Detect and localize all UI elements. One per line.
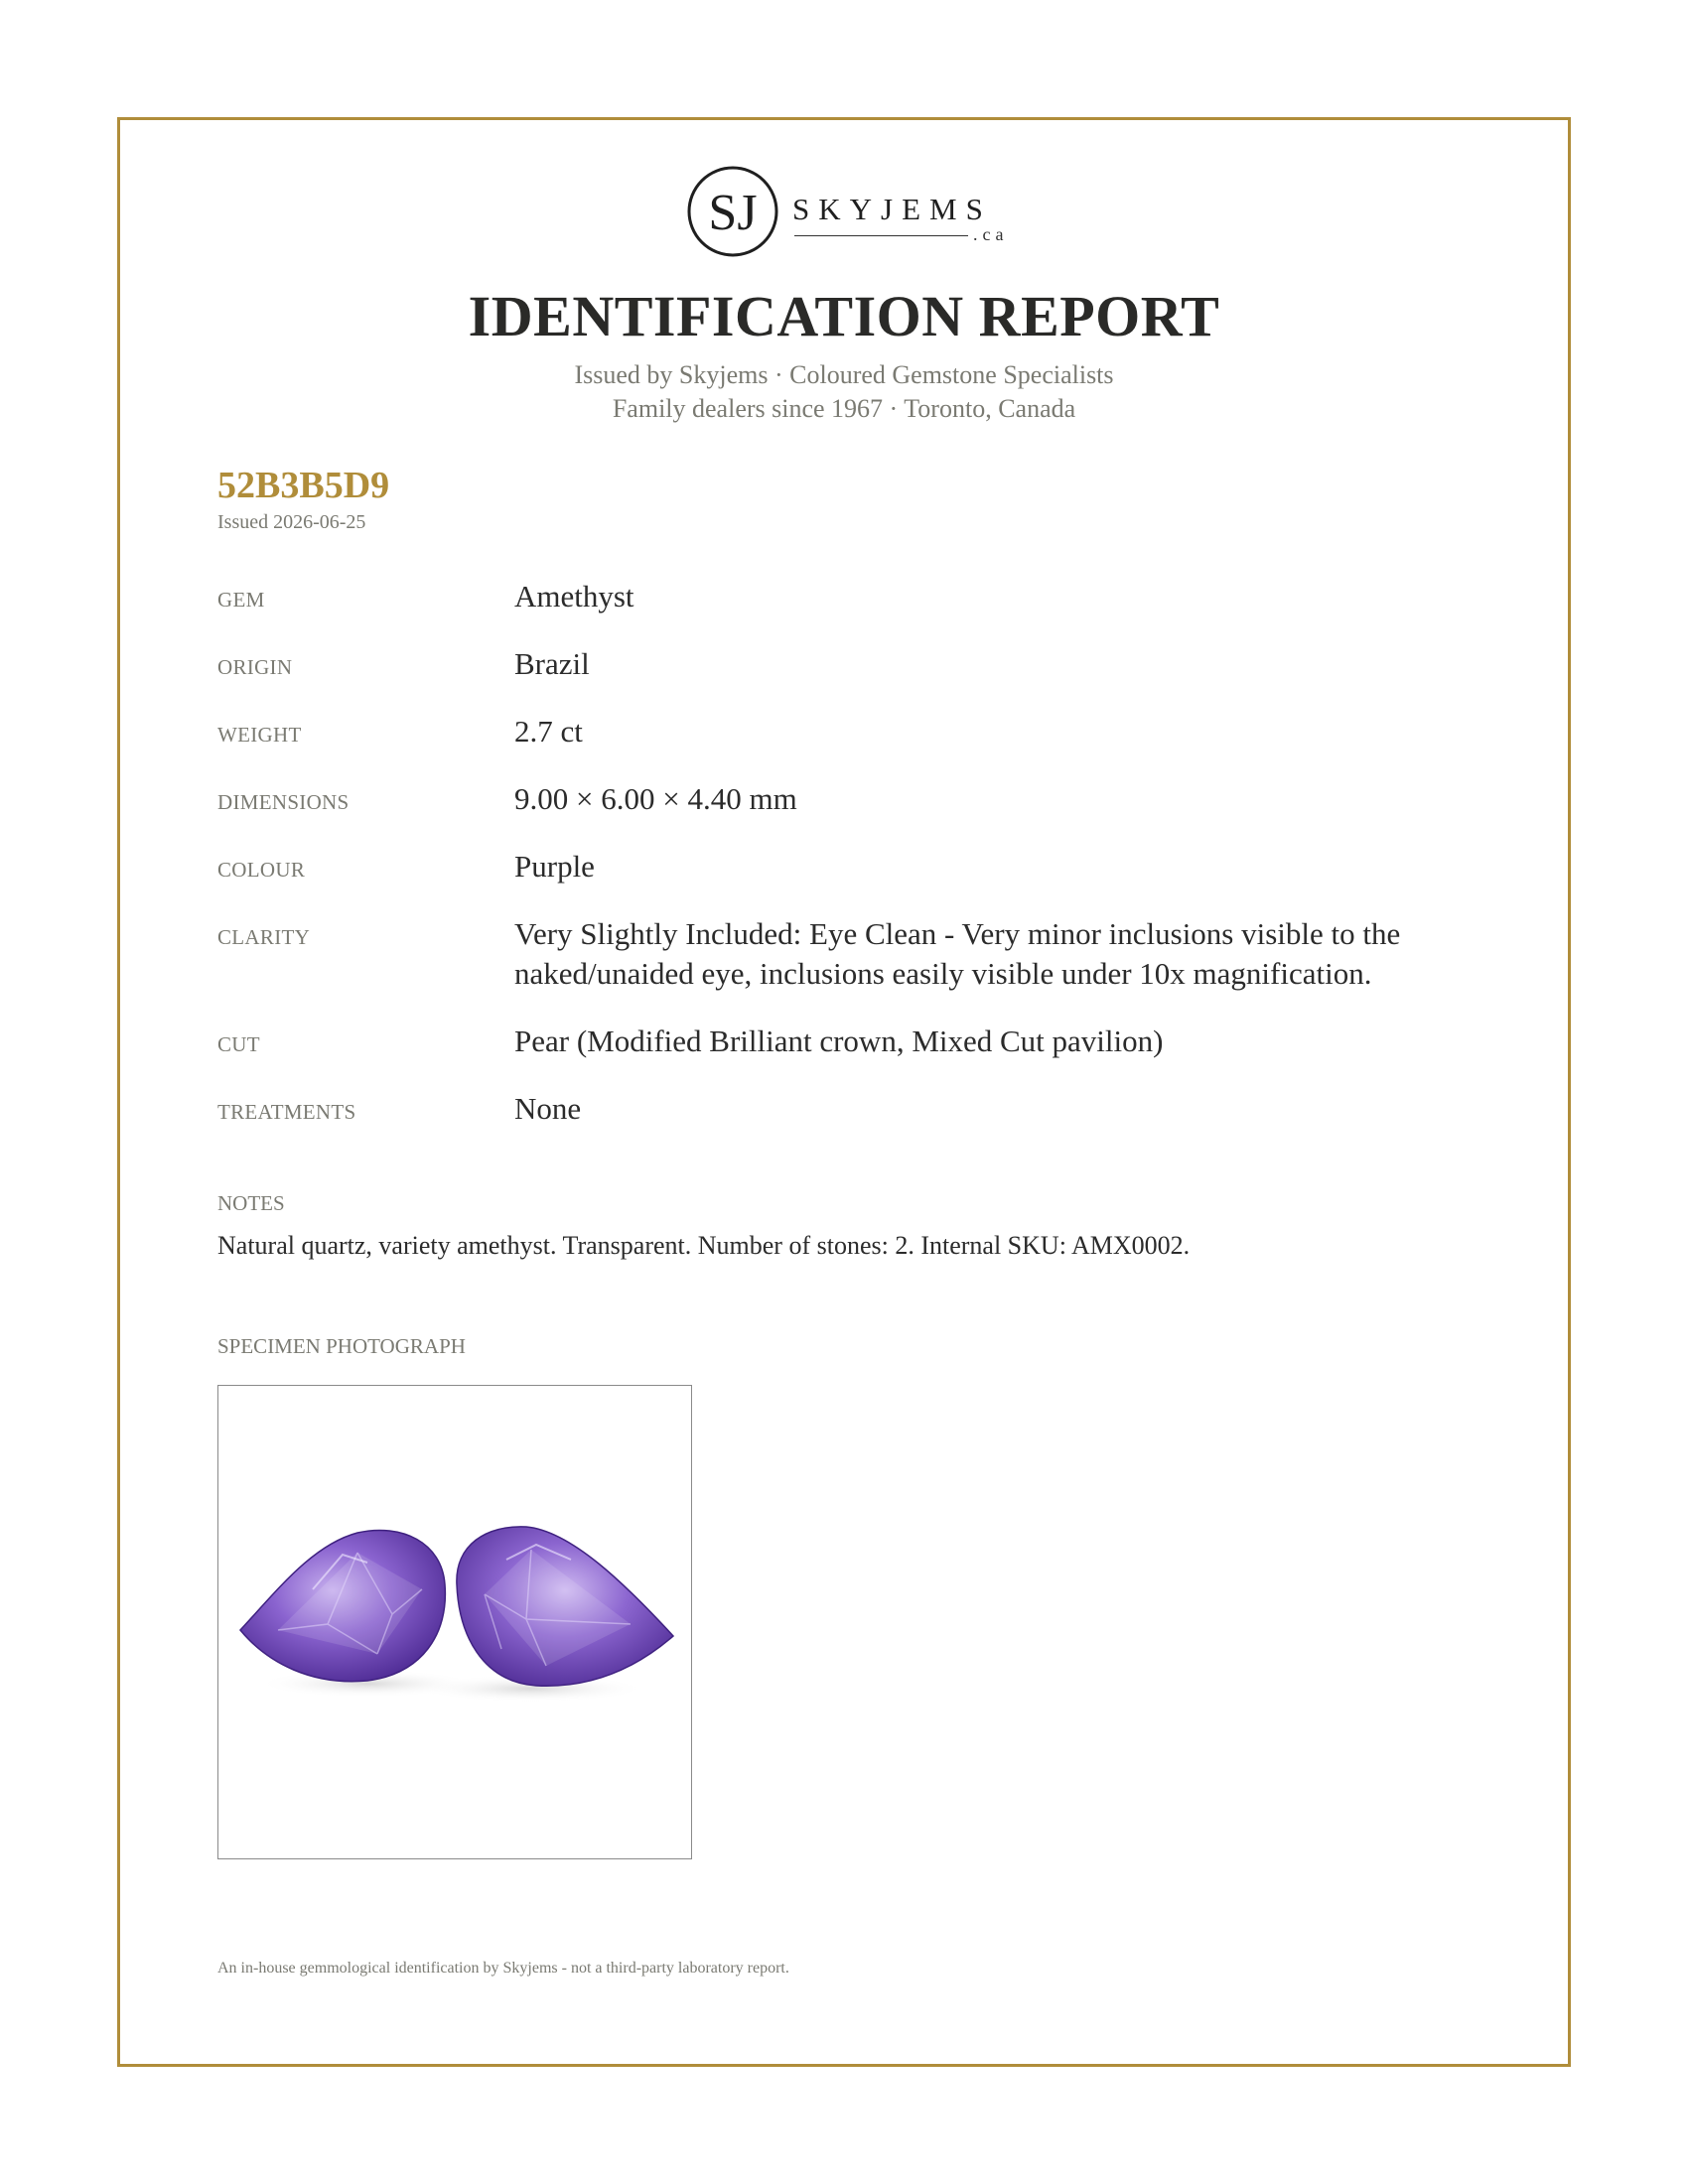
report-title: IDENTIFICATION REPORT [468, 284, 1220, 348]
field-value-weight: 2.7 ct [514, 714, 583, 749]
field-value-gem: Amethyst [514, 579, 634, 614]
report-subtitle-2: Family dealers since 1967 · Toronto, Canada [612, 394, 1076, 423]
brand-rule [794, 235, 968, 236]
notes-label: NOTES [217, 1191, 285, 1215]
field-value-treatments: None [514, 1091, 582, 1126]
amethyst-gems-icon [218, 1386, 692, 1859]
svg-text:SJ: SJ [708, 185, 758, 241]
disclaimer-footer: An in-house gemmological identification by Skyjems - not a third-party laboratory report. [217, 1960, 789, 1977]
photo-label: SPECIMEN PHOTOGRAPH [217, 1334, 466, 1358]
field-label-gem: GEM [217, 588, 265, 612]
brand-name: SKYJEMS [792, 192, 992, 226]
specimen-photo [217, 1385, 692, 1859]
report-id: 52B3B5D9 [217, 465, 390, 506]
field-label-clarity: CLARITY [217, 925, 311, 949]
field-value-origin: Brazil [514, 646, 590, 681]
field-label-treatments: TREATMENTS [217, 1100, 356, 1124]
brand-suffix: .ca [973, 224, 1009, 244]
field-value-clarity: Very Slightly Included: Eye Clean - Very minor inclusions visible to the naked/unaided eye, inclusions easily visible under 10x magnification. [514, 916, 1401, 991]
field-value-cut: Pear (Modified Brilliant crown, Mixed Cut pavilion) [514, 1024, 1164, 1058]
field-label-dimensions: DIMENSIONS [217, 790, 350, 814]
issue-date: Issued 2026-06-25 [217, 511, 366, 533]
field-label-colour: COLOUR [217, 858, 306, 882]
notes-text: Natural quartz, variety amethyst. Transparent. Number of stones: 2. Internal SKU: AMX0002. [217, 1231, 1191, 1260]
field-value-colour: Purple [514, 849, 595, 884]
field-label-cut: CUT [217, 1032, 260, 1056]
field-label-weight: WEIGHT [217, 723, 302, 747]
field-label-origin: ORIGIN [217, 655, 293, 679]
brand-logo [685, 164, 1013, 263]
monogram-logo-icon [685, 164, 780, 259]
report-subtitle-1: Issued by Skyjems · Coloured Gemstone Specialists [574, 360, 1114, 389]
field-value-dimensions: 9.00 × 6.00 × 4.40 mm [514, 781, 797, 816]
